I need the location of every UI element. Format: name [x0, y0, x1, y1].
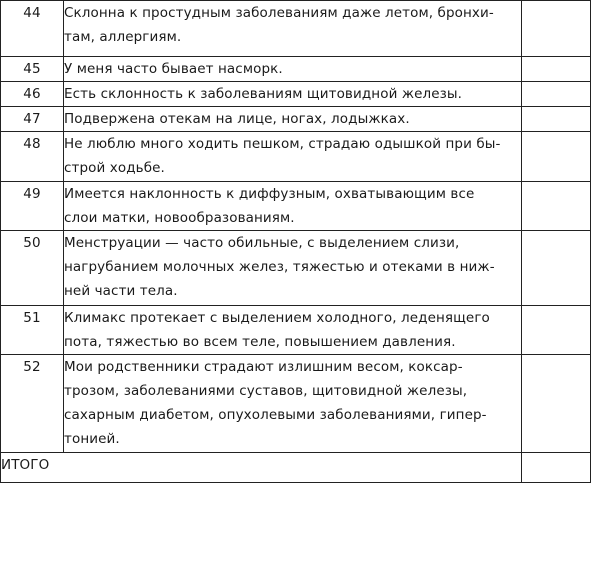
total-score-cell[interactable]: [522, 453, 591, 483]
table-row: [1, 132, 591, 182]
table-row: [1, 57, 591, 82]
row-number: 51: [1, 306, 64, 355]
score-cell[interactable]: [522, 132, 591, 182]
score-cell[interactable]: [522, 182, 591, 231]
table-row: [1, 306, 591, 355]
statement-text: Климакс протекает с выделением холодного, леденящего пота, тяжестью во всем теле, повышением давления.: [64, 306, 522, 355]
statement-text: Не люблю много ходить пешком, страдаю одышкой при бы- строй ходьбе.: [64, 132, 522, 182]
total-row: [1, 453, 591, 483]
table-row: [1, 82, 591, 107]
statement-text: У меня часто бывает насморк.: [64, 57, 522, 82]
score-cell[interactable]: [522, 306, 591, 355]
table-row: [1, 231, 591, 306]
score-cell[interactable]: [522, 355, 591, 453]
score-cell[interactable]: [522, 231, 591, 306]
row-number: 49: [1, 182, 64, 231]
statement-text: Склонна к простудным заболеваниям даже летом, бронхи- там, аллергиям.: [64, 1, 522, 57]
statement-text: Мои родственники страдают излишним весом, коксар- трозом, заболеваниями суставов, щитовидной железы, сахарным диабетом, опухолевыми заболеваниями, гипер- тонией.: [64, 355, 522, 453]
score-cell[interactable]: [522, 57, 591, 82]
table-row: [1, 355, 591, 453]
score-cell[interactable]: [522, 1, 591, 57]
statement-text: Подвержена отекам на лице, ногах, лодыжках.: [64, 107, 522, 132]
row-number: 46: [1, 82, 64, 107]
row-number: 48: [1, 132, 64, 182]
statement-text: Есть склонность к заболеваниям щитовидной железы.: [64, 82, 522, 107]
row-number: 44: [1, 1, 64, 57]
row-number: 52: [1, 355, 64, 453]
score-cell[interactable]: [522, 107, 591, 132]
statement-text: Менструации — часто обильные, с выделением слизи, нагрубанием молочных желез, тяжестью и отеками в ниж- ней части тела.: [64, 231, 522, 306]
total-label: ИТОГО: [1, 453, 522, 483]
table-row: [1, 107, 591, 132]
table-row: [1, 182, 591, 231]
table-row: [1, 1, 591, 57]
row-number: 47: [1, 107, 64, 132]
score-cell[interactable]: [522, 82, 591, 107]
row-number: 45: [1, 57, 64, 82]
row-number: 50: [1, 231, 64, 306]
statement-text: Имеется наклонность к диффузным, охватывающим все слои матки, новообразованиям.: [64, 182, 522, 231]
